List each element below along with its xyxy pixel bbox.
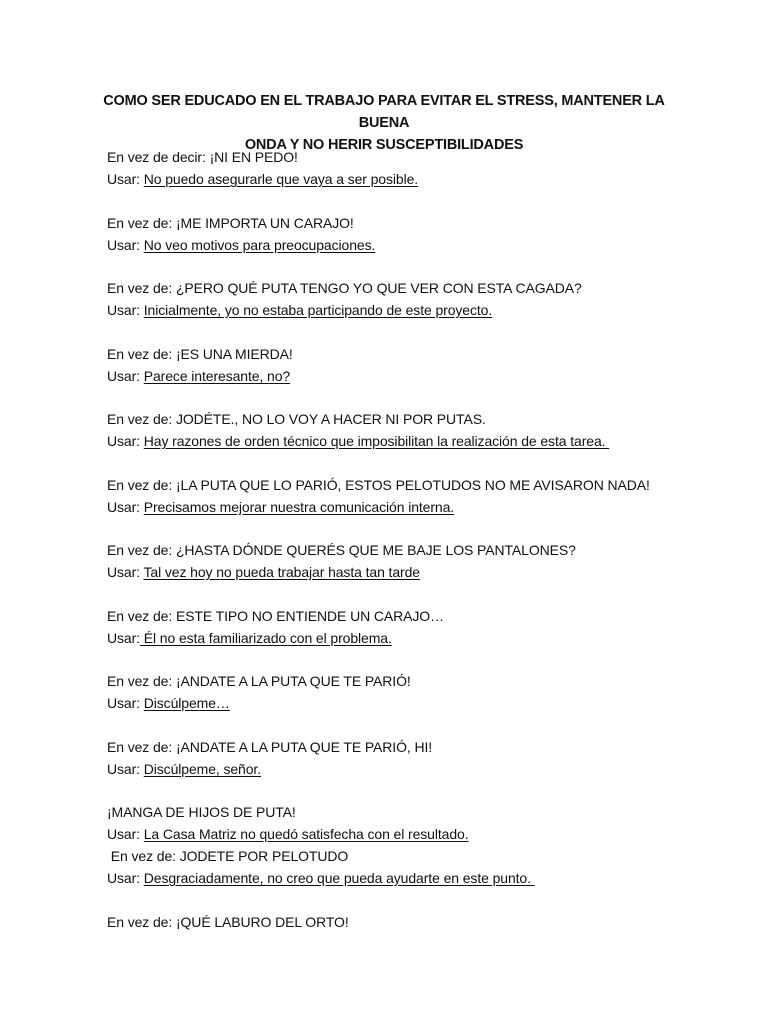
title-line-2: ONDA Y NO HERIR SUSCEPTIBILIDADES <box>244 137 524 153</box>
entry-4-original: En vez de: ¡ES UNA MIERDA! <box>107 345 293 362</box>
entry-9-replacement: Usar: Discúlpeme… <box>107 695 230 711</box>
entry-3-original: En vez de: ¿PERO QUÉ PUTA TENGO YO QUE VER CON ESTA CAGADA? <box>107 280 582 296</box>
entry-6-replacement: Usar: Precisamos mejorar nuestra comunicación interna. <box>107 498 455 515</box>
entry-8-original: En vez de: ESTE TIPO NO ENTIENDE UN CARAJO… <box>107 607 444 624</box>
final-block-line-4: Usar: Desgraciadamente, no creo que pueda ayudarte en este punto. <box>107 870 535 886</box>
final-block-line-1: ¡MANGA DE HIJOS DE PUTA! <box>107 804 296 820</box>
entry-5-replacement: Usar: Hay razones de orden técnico que imposibilitan la realización de esta tarea. <box>107 433 610 449</box>
final-block-line-2: Usar: La Casa Matriz no quedó satisfecha con el resultado. <box>107 826 469 842</box>
entries-list <box>107 146 727 933</box>
entry-2-original: En vez de: ¡ME IMPORTA UN CARAJO! <box>107 214 354 231</box>
entry-7-replacement: Usar: Tal vez hoy no pueda trabajar hasta tan tarde <box>107 564 420 580</box>
entry-4-replacement: Usar: Parece interesante, no? <box>107 367 291 384</box>
entry-10-replacement: Usar: Discúlpeme, señor. <box>107 760 262 777</box>
entry-last-original: En vez de: ¡QUÉ LABURO DEL ORTO! <box>107 913 349 930</box>
entry-1-replacement: Usar: No puedo asegurarle que vaya a ser posible. <box>107 171 419 187</box>
entry-8-replacement: Usar: Él no esta familiarizado con el problema. <box>107 629 392 646</box>
entry-1-original: En vez de decir: ¡NI EN PEDO! <box>107 149 298 165</box>
entry-7-original: En vez de: ¿HASTA DÓNDE QUERÉS QUE ME BAJE LOS PANTALONES? <box>107 542 576 558</box>
entry-2-replacement: Usar: No veo motivos para preocupaciones. <box>107 236 376 253</box>
entry-6-original: En vez de: ¡LA PUTA QUE LO PARIÓ, ESTOS PELOTUDOS NO ME AVISARON NADA! <box>107 476 650 493</box>
entry-10-original: En vez de: ¡ANDATE A LA PUTA QUE TE PARIÓ, HI! <box>107 738 433 755</box>
title-line-1: COMO SER EDUCADO EN EL TRABAJO PARA EVITAR EL STRESS, MANTENER LA BUENA <box>103 93 665 131</box>
final-block-line-3: En vez de: JODETE POR PELOTUDO <box>107 848 349 864</box>
entry-9-original: En vez de: ¡ANDATE A LA PUTA QUE TE PARIÓ! <box>107 673 411 689</box>
entry-3-replacement: Usar: Inicialmente, yo no estaba participando de este proyecto. <box>107 302 493 318</box>
entry-5-original: En vez de: JODÉTE., NO LO VOY A HACER NI POR PUTAS. <box>107 411 486 427</box>
